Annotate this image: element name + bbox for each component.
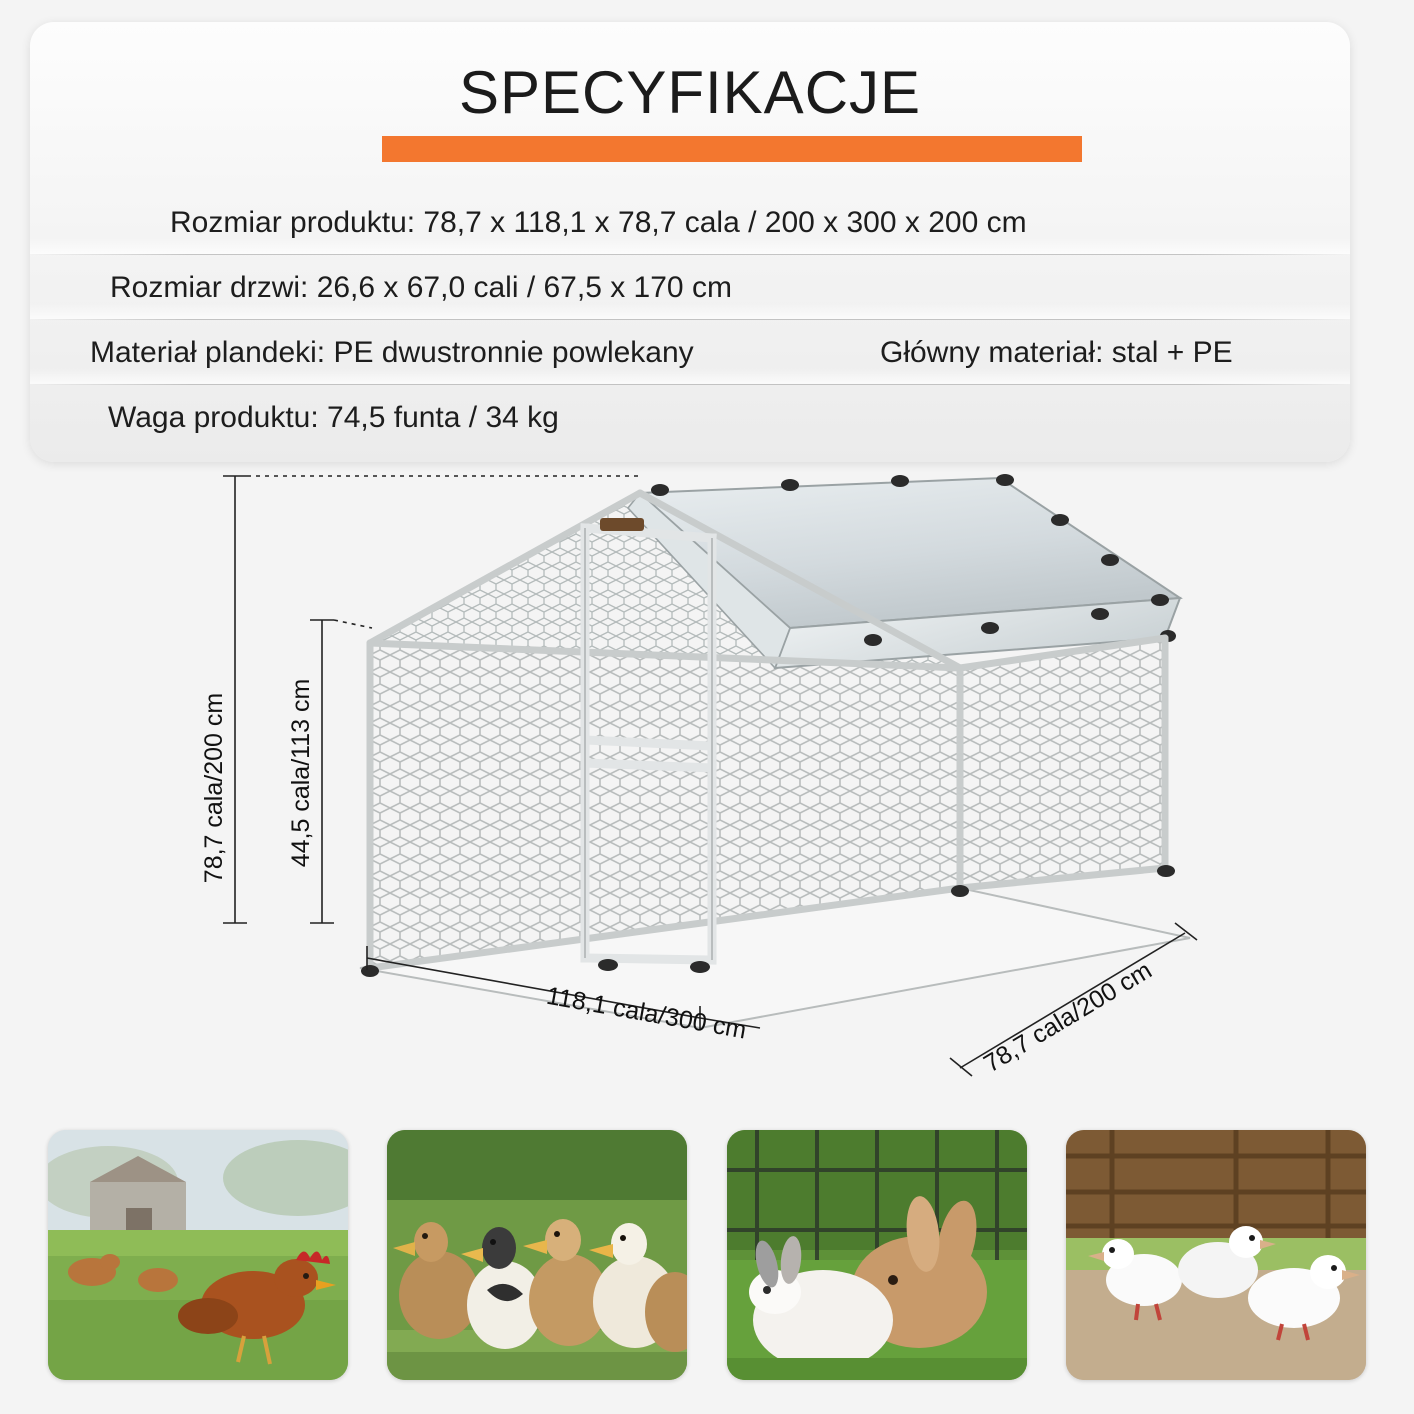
dim-wall-height-label: 44,5 cala/113 cm [287,678,315,868]
dim-length-label: 118,1 cala/300 cm [544,981,749,1045]
spec-text-weight: Waga produktu: 74,5 funta / 34 kg [108,400,559,434]
spec-row-door-size [30,255,1350,320]
row-divider-glow [30,368,1350,384]
specifications-panel [30,22,1350,462]
spec-row-product-size [30,190,1350,255]
photo-pigeons [1066,1130,1366,1380]
dim-depth-label: 78,7 cala/200 cm [979,956,1157,1079]
product-dimension-diagram [0,468,1414,1118]
spec-rows [30,190,1350,450]
photo-ducks [387,1130,687,1380]
dim-total-height-label: 78,7 cala/200 cm [200,692,228,884]
spec-row-weight [30,385,1350,450]
photo-chickens [48,1130,348,1380]
spec-row-materials [30,320,1350,385]
page-title: SPECYFIKACJE [458,59,922,126]
spec-text-main-material: Główny materiał: stal + PE [880,335,1233,369]
spec-text-door-size: Rozmiar drzwi: 26,6 x 67,0 cali / 67,5 x 170 cm [110,270,732,304]
photo-rabbits [727,1130,1027,1380]
row-divider-glow [30,303,1350,319]
animal-photo-strip [0,1130,1414,1400]
title-underline [382,136,1082,162]
spec-text-tarp-material: Materiał plandeki: PE dwustronnie powlekany [90,335,694,369]
spec-text-product-size: Rozmiar produktu: 78,7 x 118,1 x 78,7 cala / 200 x 300 x 200 cm [170,205,1027,239]
row-divider-glow [30,238,1350,254]
